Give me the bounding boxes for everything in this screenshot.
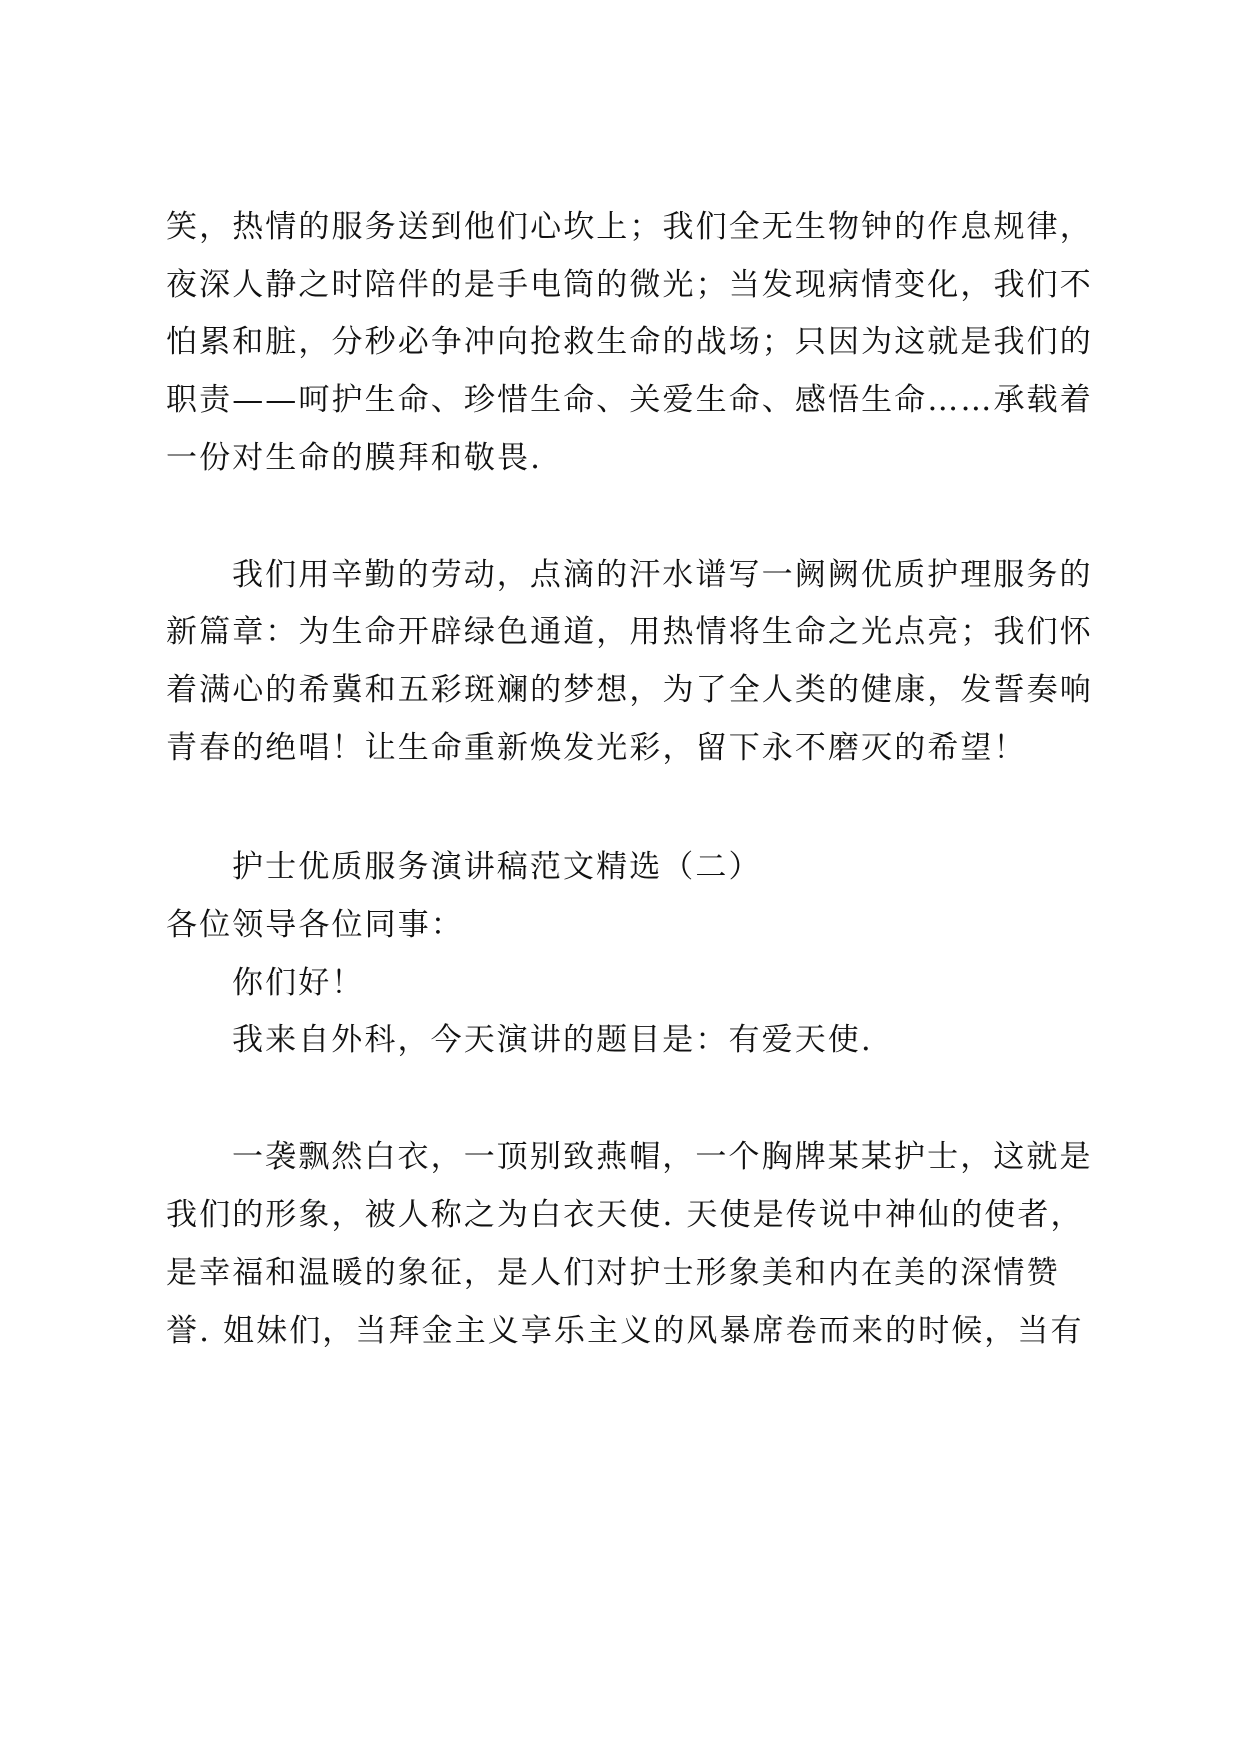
salutation: 各位领导各位同事： xyxy=(166,907,464,943)
section-title: 护士优质服务演讲稿范文精选（二） xyxy=(232,849,762,885)
paragraph-1-line-4: 职责——呵护生命、珍惜生命、关爱生命、感悟生命……承载着 xyxy=(166,382,1093,418)
paragraph-3-line-3: 是幸福和温暖的象征，是人们对护士形象美和内在美的深情赞 xyxy=(166,1255,1060,1291)
paragraph-2-line-2: 新篇章：为生命开辟绿色通道，用热情将生命之光点亮；我们怀 xyxy=(166,614,1093,650)
intro-line: 我来自外科，今天演讲的题目是：有爱天使. xyxy=(232,1022,873,1058)
paragraph-1-line-3: 怕累和脏，分秒必争冲向抢救生命的战场；只因为这就是我们的 xyxy=(166,324,1093,360)
paragraph-3-line-4: 誉. 姐妹们，当拜金主义享乐主义的风暴席卷而来的时候，当有 xyxy=(166,1313,1084,1349)
paragraph-2-line-1: 我们用辛勤的劳动，点滴的汗水谱写一阙阙优质护理服务的 xyxy=(232,557,1093,593)
greeting: 你们好！ xyxy=(232,965,365,1001)
paragraph-2-line-4: 青春的绝唱！让生命重新焕发光彩，留下永不磨灭的希望！ xyxy=(166,730,1027,766)
paragraph-1-line-1: 笑，热情的服务送到他们心坎上；我们全无生物钟的作息规律， xyxy=(166,209,1093,245)
paragraph-3-line-2: 我们的形象，被人称之为白衣天使. 天使是传说中神仙的使者， xyxy=(166,1197,1084,1233)
paragraph-1-line-5: 一份对生命的膜拜和敬畏. xyxy=(166,440,543,476)
paragraph-3-line-1: 一袭飘然白衣，一顶别致燕帽，一个胸牌某某护士，这就是 xyxy=(232,1139,1093,1175)
paragraph-2-line-3: 着满心的希冀和五彩斑斓的梦想，为了全人类的健康，发誓奏响 xyxy=(166,672,1093,708)
paragraph-1-line-2: 夜深人静之时陪伴的是手电筒的微光；当发现病情变化，我们不 xyxy=(166,267,1093,303)
